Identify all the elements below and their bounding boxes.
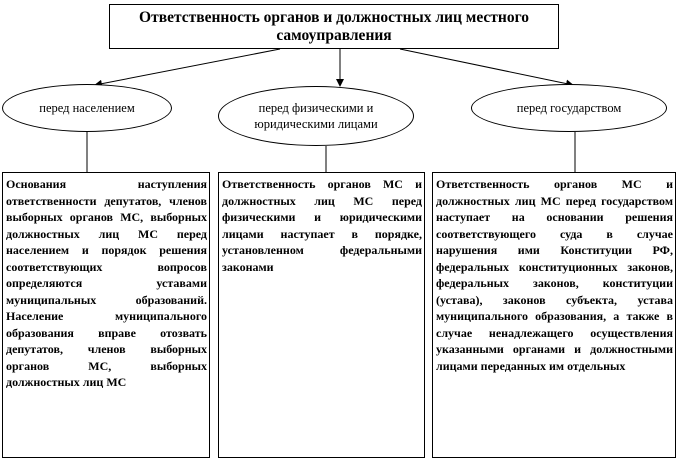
state-description-text: Ответственность органов МС и должностных лиц МС перед государством наступает на основании решения соответствующего суда в случае нарушения ими Конституции РФ, федеральных конституционных законов, федеральных законов, конституции (устава), законов субъекта, устава муниципального образования, а также в случае ненадлежащего осуществления указанными органами и должностными лицами переданных им отдельных [436, 177, 673, 373]
branch-state-label: перед государством [516, 101, 622, 115]
diagram-title [109, 4, 559, 49]
branch-legal-persons-label: перед физическими и юридическими лицами [254, 101, 378, 131]
population-description-box [2, 172, 210, 458]
population-description-text: Основания наступления ответственности депутатов, членов выборных органов МС, выборных должностных лиц МС перед населением и порядок решения соответствующих вопросов определяются уставами муниципальных образований. Население муниципального образования вправе отозвать депутатов, членов выборных органов МС, выборных должностных лиц МС [6, 177, 207, 389]
legal-persons-description-box [218, 172, 425, 458]
branch-state-ellipse [471, 84, 667, 132]
branch-legal-persons-ellipse [218, 86, 414, 146]
legal-persons-description-text: Ответственность органов МС и должностных лиц МС перед физическими и юридическими лицами наступает в порядке, установленном федеральными законами [222, 177, 422, 274]
arrow-to-population [95, 49, 280, 85]
branch-population-ellipse [2, 84, 172, 132]
branch-population-label: перед населением [39, 101, 135, 115]
diagram-title-text: Ответственность органов и должностных лиц местного самоуправления [139, 9, 529, 44]
arrow-to-state [400, 49, 573, 85]
state-description-box [432, 172, 676, 458]
